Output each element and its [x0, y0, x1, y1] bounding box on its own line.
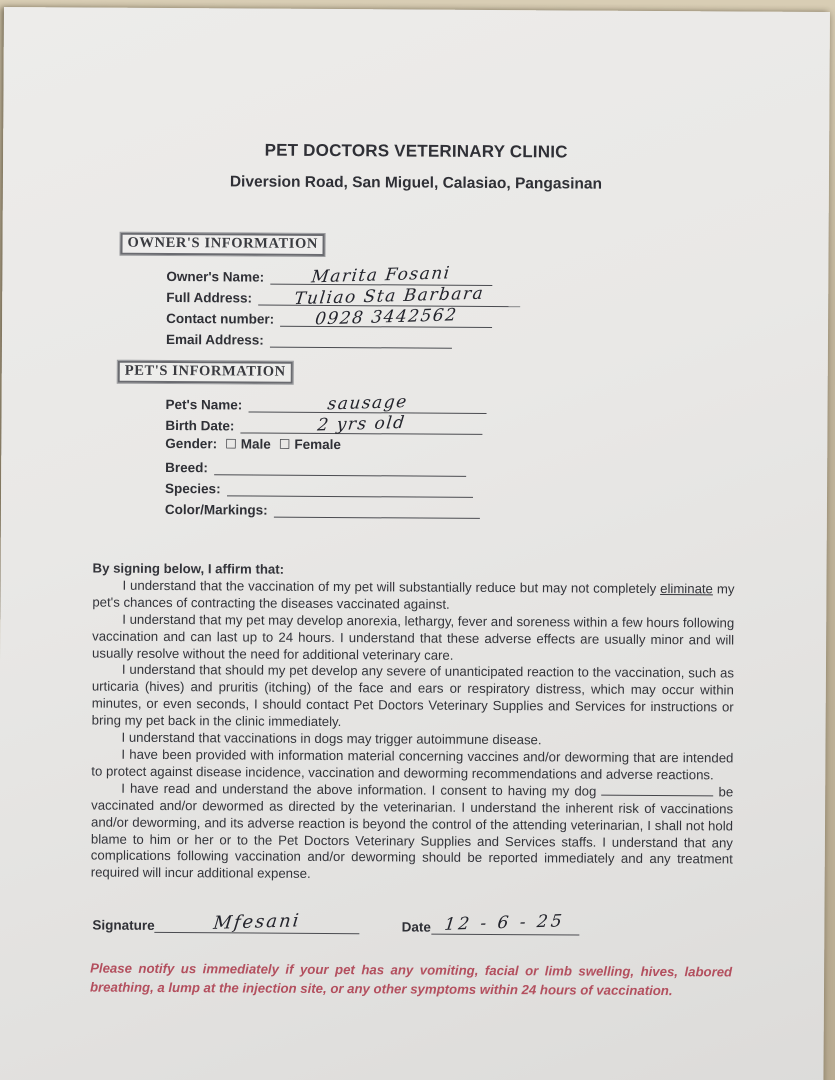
pet-color-label: Color/Markings:	[164, 501, 268, 518]
owner-email-row	[166, 326, 736, 350]
pet-fields	[165, 391, 736, 520]
pet-birthdate-row	[165, 412, 735, 436]
male-label: Male	[240, 436, 271, 452]
affirmation-paragraph-3: I understand that should my pet develop any severe of unanticipated reaction to the vaccination, such as urticaria (hives) and pruritis (itching) of the face and ears or respiratory distress, which may occur within minutes, or even seconds, I should contact Pet Doctors Veterinary Supplies and Services for instructions or bring my pet back in the clinic immediately.	[91, 662, 734, 730]
affirmation-paragraph-2: I understand that my pet may develop anorexia, lethargy, fever and soreness within a few hours following vaccination and can last up to 24 hours. I understand that these adverse effects are usually minor and will usually resolve without the need for additional veterinary care.	[92, 611, 735, 663]
owner-address-field	[258, 283, 520, 310]
owner-name-field	[270, 263, 492, 288]
pet-species-row	[165, 475, 735, 499]
pet-name-label: Pet's Name:	[165, 396, 243, 413]
p1-after: my pet's chances of contracting the diseases vaccinated against.	[92, 581, 735, 612]
signature-label: Signature	[92, 917, 155, 934]
owner-contact-handwriting: 0928 3442562	[313, 305, 459, 330]
p6-after: be vaccinated and/or dewormed as directed by the veterinarian. I understand the inherent risk of vaccinations and/or deworming, and its adverse reaction is beyond the control of the attending veterinarian, I shall not hold blame to him or her or to the Pet Doctors Veterinary Supplies and Services staffs. I understand that any complications following vaccination and/or deworming should be reported immediately and any treatment required will incur additional expense.	[90, 784, 734, 882]
pet-breed-row	[165, 454, 735, 478]
pet-color-row	[165, 496, 735, 520]
owner-name-handwriting: Marita Fosani	[310, 263, 452, 288]
owner-name-label: Owner's Name:	[166, 268, 265, 285]
male-checkbox-icon: ☐	[225, 435, 237, 451]
affirmation-section	[91, 561, 735, 886]
emergency-notice: Please notify us immediately if your pet has any vomiting, facial or limb swelling, hives, labored breathing, a lump at the injection site, or any other symptoms within 24 hours of vaccination.	[89, 960, 733, 999]
scanned-form-page	[0, 7, 830, 1080]
pet-species-label: Species:	[165, 480, 221, 497]
p6-before: I have read and understand the above information. I consent to having my dog	[121, 780, 602, 799]
pet-birthdate-handwriting: 2 yrs old	[316, 412, 407, 436]
owner-contact-field	[280, 305, 492, 330]
p1-before: I understand that the vaccination of my pet will substantially reduce but may not completely	[122, 577, 661, 596]
female-label: Female	[294, 436, 342, 453]
signature-field	[155, 912, 360, 934]
pet-breed-label: Breed:	[165, 459, 209, 476]
owner-address-label: Full Address:	[166, 289, 253, 306]
signature-handwriting: Mfesani	[212, 910, 302, 935]
affirmation-paragraph-1	[92, 577, 734, 615]
dog-name-blank	[601, 784, 713, 796]
signature-row	[92, 912, 732, 937]
owner-fields	[166, 263, 737, 350]
affirmation-paragraph-5: I have been provided with information material concerning vaccines and/or deworming that are intended to protect against disease incidence, vaccination and deworming recommendations and adverse reactions.	[91, 746, 734, 783]
affirmation-paragraph-6	[91, 780, 734, 885]
date-label: Date	[401, 919, 431, 935]
pet-name-field	[248, 394, 486, 414]
owner-email-label: Email Address:	[165, 331, 264, 348]
date-handwriting: 12 - 6 - 25	[443, 911, 567, 936]
clinic-name: PET DOCTORS VETERINARY CLINIC	[264, 140, 568, 162]
owner-contact-label: Contact number:	[166, 310, 275, 327]
clinic-address: Diversion Road, San Miguel, Calasiao, Pangasinan	[229, 173, 603, 193]
owner-address-handwriting: Tuliao Sta Barbara	[292, 283, 486, 310]
affirmation-paragraph-4: I understand that vaccinations in dogs may trigger autoimmune disease.	[121, 729, 542, 748]
owner-contact-row	[166, 305, 736, 329]
pet-color-field	[274, 499, 480, 519]
pet-gender-label: Gender:	[165, 435, 218, 452]
pet-breed-field	[214, 456, 466, 477]
p1-underlined-word: eliminate	[660, 580, 713, 597]
owner-email-field	[270, 329, 452, 349]
pet-species-field	[227, 477, 473, 498]
date-field	[431, 911, 579, 936]
female-checkbox-icon: ☐	[278, 436, 291, 452]
pet-birthdate-label: Birth Date:	[165, 417, 235, 434]
pet-birthdate-field	[240, 414, 482, 434]
affirmation-heading: By signing below, I affirm that:	[92, 560, 285, 577]
pet-name-row	[166, 391, 736, 415]
pet-name-handwriting: sausage	[326, 392, 409, 415]
pet-section-header: PET'S INFORMATION	[118, 361, 293, 384]
owner-section-header: OWNER'S INFORMATION	[120, 233, 325, 256]
